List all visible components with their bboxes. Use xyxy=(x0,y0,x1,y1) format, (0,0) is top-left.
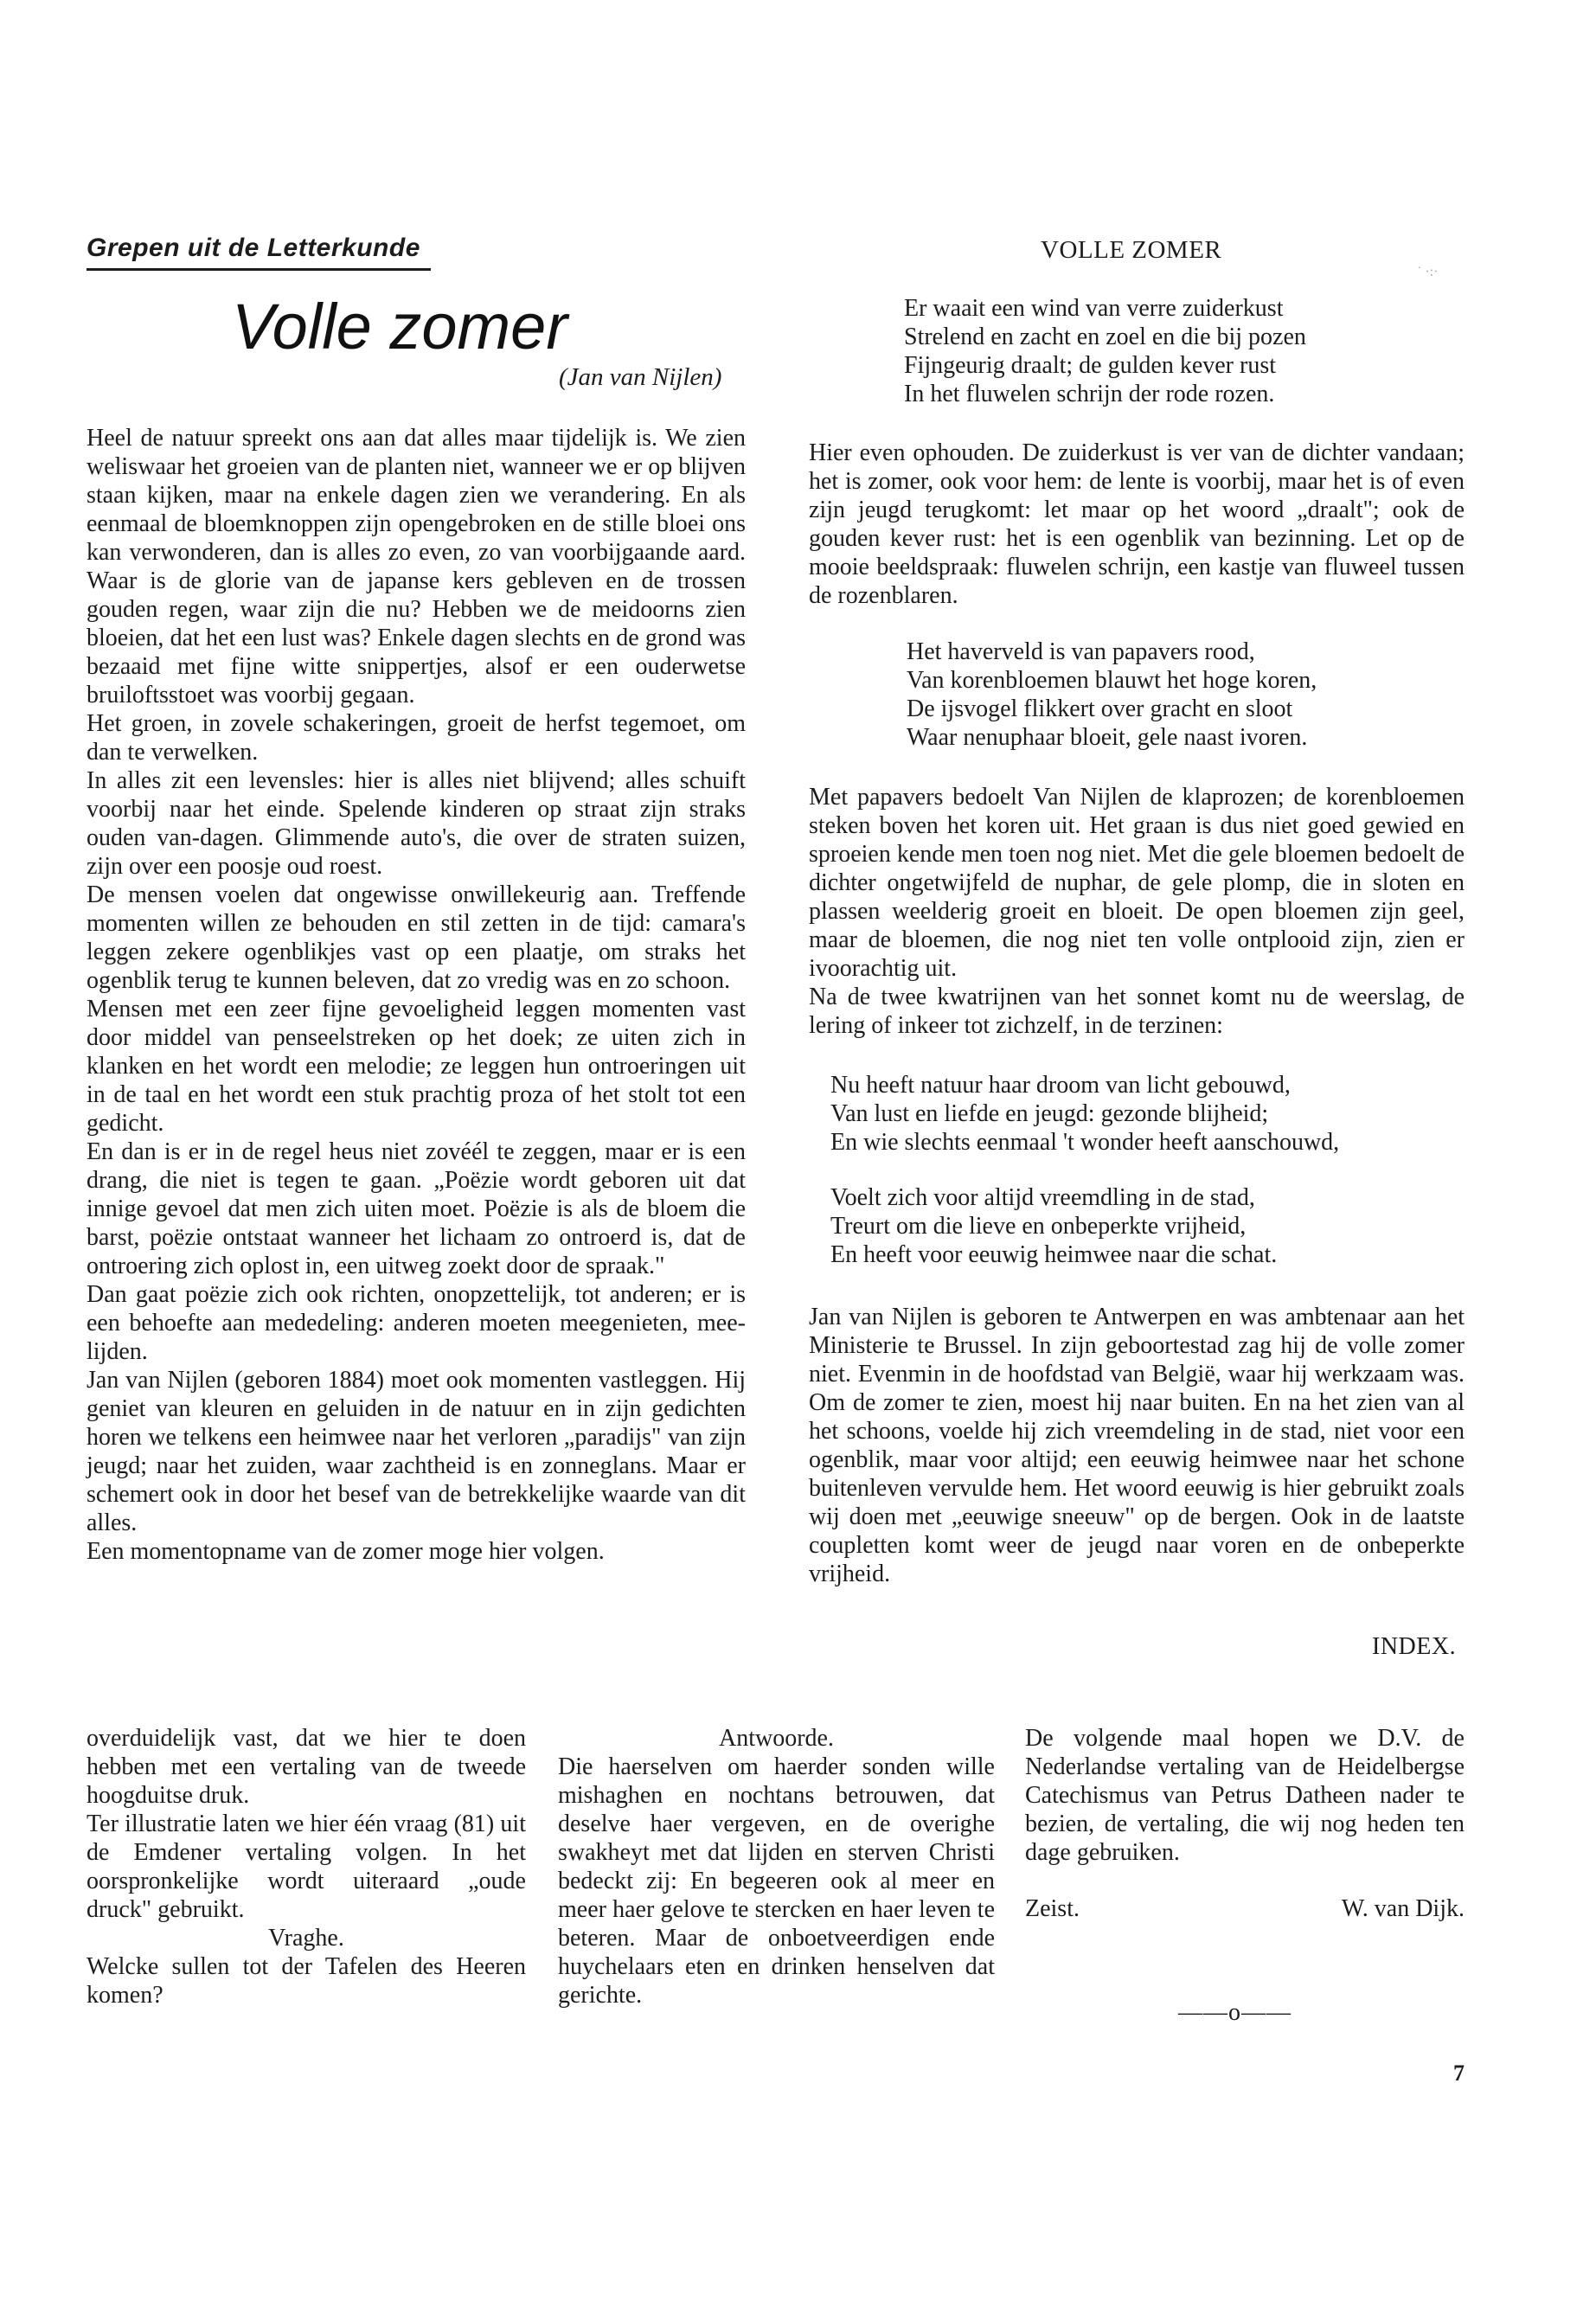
page-number: 7 xyxy=(1453,2061,1465,2086)
signature-place: Zeist. xyxy=(1025,1895,1080,1922)
poem-stanza-2 xyxy=(907,638,1317,752)
paragraph: De mensen voelen dat ongewisse onwillekeurig aan. Treffende momenten willen ze behouden en stil zetten in de tijd: camara's leggen zekere ogenblikjes vast op een plaatje, om straks het ogenblik terug te kunnen beleven, dat zo vredig was en zo schoon. xyxy=(87,881,746,994)
commentary-2 xyxy=(809,783,1465,1040)
paragraph: Het groen, in zovele schakeringen, groeit de herfst tegemoet, om dan te verwelken. xyxy=(87,710,746,766)
question-heading: Vraghe. xyxy=(268,1925,344,1952)
poem-title: VOLLE ZOMER xyxy=(1041,236,1222,264)
paragraph: In alles zit een levensles: hier is alles niet blijvend; alles schuift voorbij naar het einde. Spelende kinderen op straat zijn straks ouden van-dagen. Glimmende auto's, die over de straten suizen, zijn over een poosje oud roest. xyxy=(87,767,746,880)
paragraph: Jan van Nijlen is geboren te Antwerpen en was ambtenaar aan het Ministerie te Brussel. In zijn geboortestad zag hij de volle zomer niet. Evenmin in de hoofdstad van België, waar hij werkzaam was. Om de zomer te zien, moest hij naar buiten. En na het zien van al het schoons, voelde hij zich vreemdeling in de stad, niet voor een ogenblik, maar voor altijd; een eeuwig heimwee naar het schone buitenleven vervulde hem. Het woord eeuwig is hier gebruikt zoals wij doen met „eeuwige sneeuw" op de bergen. Ook in de laatste coupletten komt weer de jeugd naar voren en de onbeperkte vrijheid. xyxy=(809,1304,1465,1587)
poem-line: Voelt zich voor altijd vreemdling in de stad, xyxy=(830,1184,1255,1211)
poem-line: Het haverveld is van papavers rood, xyxy=(907,638,1255,665)
poem-line: En heeft voor eeuwig heimwee naar die schat. xyxy=(830,1241,1278,1268)
poem-line: Van korenbloemen blauwt het hoge koren, xyxy=(907,667,1317,694)
paragraph: Een momentopname van de zomer moge hier volgen. xyxy=(87,1538,605,1565)
paragraph: Dan gaat poëzie zich ook richten, onopzettelijk, tot anderen; er is een behoefte aan mededeling: anderen moeten meegenieten, mee-lijden. xyxy=(87,1281,746,1365)
bottom-column-2 xyxy=(558,1724,995,2009)
paragraph: Hier even ophouden. De zuiderkust is ver van de dichter vandaan; het is zomer, ook voor hem: de lente is voorbij, maar het is of even zijn jeugd terugkomt: let maar op het woord „draalt"; ook de gouden kever rust: het is een ogenblik van bezinning. Let op de mooie beeldspraak: fluwelen schrijn, een kastje van fluweel tussen de rozenblaren. xyxy=(809,439,1465,609)
article-body-left xyxy=(87,424,746,1566)
signature-index: INDEX. xyxy=(1372,1633,1457,1660)
question-text: Welcke sullen tot der Tafelen des Heeren komen? xyxy=(87,1953,526,2009)
paragraph: overduidelijk vast, dat we hier te doen hebben met een vertaling van de tweede hoogduitse druk. xyxy=(87,1725,526,1809)
poem-tercet-2 xyxy=(830,1183,1277,1269)
paragraph: Met papavers bedoelt Van Nijlen de klaprozen; de korenbloemen steken boven het koren uit. Het graan is dus niet goed gewied en sproeien kende men toen nog niet. Met die gele bloemen bedoelt de dichter ongetwijfeld de nuphar, de gele plomp, die in sloten en plassen weelderig groeit en bloeit. De open bloemen zijn geel, maar de bloemen, die nog niet ten volle ontplooid zijn, zien er ivoorachtig uit. xyxy=(809,784,1465,982)
paragraph: Mensen met een zeer fijne gevoeligheid leggen momenten vast door middel van penseelstreken op het doek; ze uiten zich in klanken en het wordt een melodie; ze leggen hun ontroeringen uit in de taal en het wordt een stuk prachtig proza of het stolt tot een gedicht. xyxy=(87,996,746,1137)
section-divider: ——o—— xyxy=(1178,1999,1292,2026)
poem-line: Waar nenuphaar bloeit, gele naast ivoren. xyxy=(907,724,1308,751)
poem-line: Strelend en zacht en zoel en die bij pozen xyxy=(904,324,1306,350)
article-author: (Jan van Nijlen) xyxy=(559,363,722,391)
scan-speck: ˙ ·:· xyxy=(1417,265,1439,279)
paragraph: Heel de natuur spreekt ons aan dat alles maar tijdelijk is. We zien weliswaar het groeien van de planten niet, wanneer we er op blijven staan kijken, maar na enkele dagen zien we verandering. En als eenmaal de bloemknoppen zijn opengebroken en de stille bloei ons kan verwonderen, dan is alles zo even, zo van voorbijgaande aard. Waar is de glorie van de japanse kers gebleven en de trossen gouden regen, waar zijn die nu? Hebben we de meidoorns zien bloeien, dat het een lust was? Enkele dagen slechts en de grond was bezaaid met fijne witte snippertjes, alsof er een ouderwetse bruiloftsstoet was voorbij gegaan. xyxy=(87,425,746,708)
bottom-column-3 xyxy=(1025,1724,1465,1923)
paragraph: En dan is er in de regel heus niet zovéél te zeggen, maar er is een drang, die niet is tegen te gaan. „Poëzie wordt geboren uit dat innige gevoel dat men zich uiten moet. Poëzie is als de bloem die barst, poëzie ontstaat wanneer het lichaam zo ontroerd is, dat de ontroering zich oplost in, een uitweg zoekt door de spraak." xyxy=(87,1138,746,1279)
commentary-3 xyxy=(809,1303,1465,1588)
poem-line: De ijsvogel flikkert over gracht en sloot xyxy=(907,695,1293,722)
poem-line: In het fluwelen schrijn der rode rozen. xyxy=(904,381,1275,407)
answer-text: Die haerselven om haerder sonden wille mishaghen en nochtans betrouwen, dat deselve haer vergeven, en de overighe swakheyt met dat lijden en sterven Christi bedeckt zij: En begeeren ook al meer en meer haer gelove te stercken en haer leven te beteren. Maar de onboetveerdigen ende huychelaars eten en drinken henselven dat gerichte. xyxy=(558,1753,995,2009)
poem-tercet-1 xyxy=(830,1071,1339,1157)
paragraph: Na de twee kwatrijnen van het sonnet komt nu de weerslag, de lering of inkeer tot zichzelf, in de terzinen: xyxy=(809,984,1465,1039)
answer-heading: Antwoorde. xyxy=(719,1725,834,1752)
poem-line: Nu heeft natuur haar droom van licht gebouwd, xyxy=(830,1072,1291,1099)
poem-line: Er waait een wind van verre zuiderkust xyxy=(904,295,1284,322)
section-underline xyxy=(87,268,431,271)
signature-author: W. van Dijk. xyxy=(1341,1895,1465,1922)
poem-stanza-1 xyxy=(904,294,1306,408)
article-title: Volle zomer xyxy=(232,291,567,362)
poem-line: Fijngeurig draalt; de gulden kever rust xyxy=(904,352,1276,379)
poem-line: Van lust en liefde en jeugd: gezonde blijheid; xyxy=(830,1100,1269,1127)
bottom-column-1 xyxy=(87,1724,526,2009)
signature-line xyxy=(1025,1894,1465,1923)
poem-line: Treurt om die lieve en onbeperkte vrijheid, xyxy=(830,1213,1247,1240)
section-label: Grepen uit de Letterkunde xyxy=(87,234,420,262)
poem-line: En wie slechts eenmaal 't wonder heeft aanschouwd, xyxy=(830,1129,1340,1156)
paragraph: De volgende maal hopen we D.V. de Nederlandse vertaling van de Heidelbergse Catechismus van Petrus Datheen nader te bezien, de vertaling, die wij nog heden ten dage gebruiken. xyxy=(1025,1725,1465,1866)
paragraph: Jan van Nijlen (geboren 1884) moet ook momenten vastleggen. Hij geniet van kleuren en geluiden in de natuur en in zijn gedichten horen we telkens een heimwee naar het verloren „paradijs" van zijn jeugd; naar het zuiden, waar zachtheid is en zonneglans. Maar er schemert ook in door het besef van de betrekkelijke waarde van dit alles. xyxy=(87,1367,746,1536)
paragraph: Ter illustratie laten we hier één vraag (81) uit de Emdener vertaling volgen. In het oorspronkelijke wordt uiteraard „oude druck" gebruikt. xyxy=(87,1811,526,1923)
commentary-1 xyxy=(809,439,1465,610)
